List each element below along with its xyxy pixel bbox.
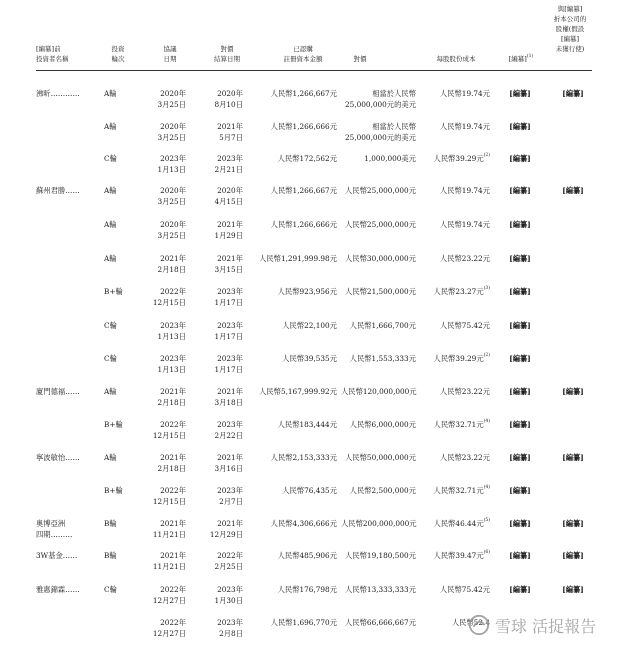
header-cost: 每股股份成本: [436, 55, 476, 63]
settlement-day: 4月15日: [214, 197, 243, 206]
investment-round: A輪: [104, 89, 117, 98]
settlement-day: 3月16日: [214, 464, 243, 473]
agreement-day: 1月13日: [157, 365, 186, 374]
footnote-marker: (2): [483, 153, 490, 158]
cost-value: 人民幣32.71元: [433, 420, 484, 429]
consideration: 相當於人民幣: [372, 89, 416, 98]
agreement-year: 2020年: [160, 220, 186, 229]
redacted-cell: [編纂]: [509, 154, 531, 163]
agreement-day: 3月25日: [157, 197, 186, 206]
snowball-logo-icon: [468, 614, 490, 636]
settlement-year: 2023年: [217, 486, 243, 495]
redacted-cell: [編纂]: [509, 420, 531, 429]
discount-cell: [編纂]: [562, 89, 584, 98]
consideration-cont: 25,000,000元的美元: [345, 133, 416, 142]
settlement-day: 2月21日: [214, 165, 243, 174]
investment-round: A輪: [104, 254, 117, 263]
registered-capital: 人民幣2,153,333元: [270, 453, 337, 462]
redacted-cell: [編纂]: [509, 585, 531, 594]
settlement-year: 2023年: [217, 321, 243, 330]
agreement-day: 2月18日: [157, 265, 186, 274]
agreement-year: 2021年: [160, 551, 186, 560]
settlement-day: 1月17日: [214, 298, 243, 307]
registered-capital: 人民幣1,266,667元: [270, 89, 337, 98]
cost-per-share-with-note: [422, 550, 490, 561]
cost-per-share-with-note: [422, 485, 490, 496]
settlement-day: 1月30日: [214, 596, 243, 605]
redacted-cell: [編纂]: [509, 254, 531, 263]
registered-capital: 人民幣1,266,667元: [270, 186, 337, 195]
redacted-cell: [編纂]: [509, 321, 531, 330]
agreement-year: 2023年: [160, 354, 186, 363]
footnote-marker: (2): [483, 353, 490, 358]
investment-round: C輪: [104, 354, 117, 363]
settlement-year: 2021年: [217, 220, 243, 229]
agreement-day: 2月18日: [157, 464, 186, 473]
header-capital: 已認購 註冊資本金額: [283, 45, 323, 63]
redacted-cell: [編纂]: [509, 122, 531, 131]
registered-capital: 人民幣923,956元: [277, 287, 337, 296]
registered-capital: 人民幣172,562元: [277, 154, 337, 163]
settlement-year: 2023年: [217, 154, 243, 163]
agreement-day: 2月18日: [157, 398, 186, 407]
settlement-year: 2022年: [217, 551, 243, 560]
consideration: 人民幣21,500,000元: [345, 287, 416, 296]
header-round: 投資 輪次: [111, 45, 125, 63]
investment-round: C輪: [104, 321, 117, 330]
settlement-day: 2月7日: [219, 497, 243, 506]
redacted-cell: [編纂]: [509, 186, 531, 195]
consideration: 人民幣13,333,333元: [345, 585, 416, 594]
cost-per-share-with-note: [422, 286, 490, 297]
registered-capital: 人民幣4,306,666元: [270, 519, 337, 528]
investor-name: 沸昕…………: [36, 89, 80, 98]
consideration-cont: 25,000,000元的美元: [345, 100, 416, 109]
cost-value: 人民幣32.71元: [433, 486, 484, 495]
agreement-day: 12月15日: [152, 298, 186, 307]
settlement-day: 12月29日: [209, 530, 243, 539]
agreement-year: 2022年: [160, 585, 186, 594]
investor-name: 奧博亞洲: [36, 519, 66, 528]
investment-round: A輪: [104, 220, 117, 229]
agreement-year: 2020年: [160, 89, 186, 98]
agreement-year: 2021年: [160, 453, 186, 462]
settlement-day: 3月18日: [214, 398, 243, 407]
settlement-day: 5月7日: [219, 133, 243, 142]
registered-capital: 人民幣39,535元: [282, 354, 337, 363]
registered-capital: 人民幣76,435元: [282, 486, 337, 495]
consideration: 1,000,000美元: [364, 154, 416, 163]
watermark-text: 雪球 活捉報告: [495, 616, 597, 636]
cost-per-share-with-note: [422, 153, 490, 164]
settlement-day: 3月15日: [214, 265, 243, 274]
cost-per-share: 人民幣23.22元: [439, 387, 490, 396]
redacted-cell: [編纂]: [509, 551, 531, 560]
redacted-cell: [編纂]: [509, 453, 531, 462]
registered-capital: 人民幣1,291,999.98元: [259, 254, 337, 263]
investor-name: 廈門德福……: [36, 387, 80, 396]
investment-round: C輪: [104, 154, 117, 163]
consideration: 人民幣120,000,000元: [341, 387, 417, 396]
cost-value: 人民幣46.44元: [433, 519, 484, 528]
agreement-day: 3月25日: [157, 100, 186, 109]
registered-capital: 人民幣5,167,999.92元: [259, 387, 337, 396]
registered-capital: 人民幣176,798元: [277, 585, 337, 594]
cost-per-share: 人民幣19.74元: [439, 186, 490, 195]
agreement-year: 2023年: [160, 154, 186, 163]
agreement-year: 2020年: [160, 186, 186, 195]
investment-round: A輪: [104, 186, 117, 195]
settlement-year: 2023年: [217, 420, 243, 429]
investment-round: A輪: [104, 453, 117, 462]
cost-value: 人民幣39.29元: [433, 354, 484, 363]
investment-round: C輪: [104, 585, 117, 594]
redacted-cell: [編纂]: [509, 354, 531, 363]
redacted-cell: [編纂]: [509, 220, 531, 229]
investment-round: B+輪: [104, 420, 123, 429]
investor-name: 蘇州君勝……: [36, 186, 80, 195]
investment-round: B+輪: [104, 486, 123, 495]
investment-round: A輪: [104, 387, 117, 396]
cost-per-share: 人民幣75.42元: [439, 321, 490, 330]
consideration: 人民幣25,000,000元: [345, 220, 416, 229]
agreement-year: 2021年: [160, 254, 186, 263]
cost-per-share: 人民幣23.22元: [439, 254, 490, 263]
settlement-year: 2021年: [217, 519, 243, 528]
consideration: 相當於人民幣: [372, 122, 416, 131]
header-redacted: [編纂]$^{(1)}$: [508, 54, 534, 63]
settlement-day: 2月8日: [219, 629, 243, 638]
settlement-year: 2023年: [217, 585, 243, 594]
agreement-day: 3月25日: [157, 231, 186, 240]
agreement-day: 12月27日: [152, 629, 186, 638]
settlement-day: 1月17日: [214, 332, 243, 341]
footnote-marker: (6): [483, 550, 490, 555]
settlement-year: 2021年: [217, 254, 243, 263]
registered-capital: 人民幣183,444元: [277, 420, 337, 429]
header-agreement-date: 協議 日期: [163, 45, 177, 63]
investor-name: 雅惠錦霖……: [36, 585, 80, 594]
agreement-day: 12月27日: [152, 596, 186, 605]
footnote-marker: (5): [483, 518, 490, 523]
consideration: 人民幣1,666,700元: [349, 321, 416, 330]
header-consideration: 對價: [353, 55, 367, 63]
header-settlement-date: 對價 結算日期: [214, 45, 240, 63]
agreement-day: 12月15日: [152, 497, 186, 506]
investment-round: B輪: [104, 551, 117, 560]
agreement-day: 11月21日: [152, 530, 186, 539]
agreement-year: 2022年: [160, 486, 186, 495]
footnote-marker: (3): [483, 286, 490, 291]
cost-per-share: 人民幣23.22元: [439, 453, 490, 462]
agreement-day: 1月13日: [157, 332, 186, 341]
settlement-day: 8月10日: [214, 100, 243, 109]
registered-capital: 人民幣1,696,770元: [270, 618, 337, 627]
agreement-year: 2022年: [160, 287, 186, 296]
investment-round: B+輪: [104, 287, 123, 296]
registered-capital: 人民幣1,266,666元: [270, 220, 337, 229]
agreement-year: 2020年: [160, 122, 186, 131]
registered-capital: 人民幣485,906元: [277, 551, 337, 560]
discount-cell: [編纂]: [562, 519, 584, 528]
investment-round: A輪: [104, 122, 117, 131]
redacted-cell: [編纂]: [509, 387, 531, 396]
discount-cell: [編纂]: [562, 387, 584, 396]
settlement-day: 2月22日: [214, 431, 243, 440]
cost-per-share: 人民幣19.74元: [439, 122, 490, 131]
redacted-cell: [編纂]: [509, 89, 531, 98]
agreement-day: 12月15日: [152, 431, 186, 440]
discount-cell: [編纂]: [562, 453, 584, 462]
redacted-cell: [編纂]: [509, 287, 531, 296]
footnote-marker: (4): [483, 485, 490, 490]
settlement-year: 2020年: [217, 186, 243, 195]
settlement-year: 2021年: [217, 453, 243, 462]
agreement-year: 2022年: [160, 420, 186, 429]
consideration: 人民幣19,180,500元: [345, 551, 416, 560]
agreement-day: 3月25日: [157, 133, 186, 142]
cost-per-share: 人民幣75.42元: [439, 585, 490, 594]
settlement-day: 1月29日: [214, 231, 243, 240]
agreement-year: 2021年: [160, 519, 186, 528]
cost-per-share-with-note: [422, 353, 490, 364]
consideration: 人民幣6,000,000元: [349, 420, 416, 429]
settlement-year: 2023年: [217, 618, 243, 627]
settlement-year: 2021年: [217, 122, 243, 131]
header-rule: [36, 70, 592, 71]
consideration: 人民幣1,553,333元: [349, 354, 416, 363]
agreement-day: 1月13日: [157, 165, 186, 174]
discount-cell: [編纂]: [562, 585, 584, 594]
agreement-day: 11月21日: [152, 562, 186, 571]
settlement-day: 2月25日: [214, 562, 243, 571]
consideration: 人民幣50,000,000元: [345, 453, 416, 462]
investor-name: 3W基金……: [36, 551, 78, 560]
settlement-year: 2023年: [217, 354, 243, 363]
header-investor: [編纂]前 投資者名稱: [36, 45, 69, 63]
investor-name: 寧波敏怡……: [36, 453, 80, 462]
consideration: 人民幣2,500,000元: [349, 486, 416, 495]
consideration: 人民幣66,666,667元: [345, 618, 416, 627]
discount-cell: [編纂]: [562, 186, 584, 195]
registered-capital: 人民幣22,100元: [282, 321, 337, 330]
agreement-year: 2023年: [160, 321, 186, 330]
settlement-year: 2023年: [217, 287, 243, 296]
settlement-year: 2021年: [217, 387, 243, 396]
registered-capital: 人民幣1,266,666元: [270, 122, 337, 131]
agreement-year: 2022年: [160, 618, 186, 627]
redacted-cell: [編纂]: [509, 519, 531, 528]
consideration: 人民幣30,000,000元: [345, 254, 416, 263]
cost-value: 人民幣23.27元: [433, 287, 484, 296]
redacted-cell: [編纂]: [509, 486, 531, 495]
cost-value: 人民幣39.29元: [433, 154, 484, 163]
cost-per-share: 人民幣19.74元: [439, 220, 490, 229]
cost-value: 人民幣39.47元: [433, 551, 484, 560]
watermark: [468, 612, 596, 638]
header-discount: 與[編纂] 折本公司的 股權(假設 [編纂] 未獲行使): [553, 5, 587, 53]
settlement-year: 2020年: [217, 89, 243, 98]
cost-per-share-with-note: [422, 419, 490, 430]
discount-cell: [編纂]: [562, 551, 584, 560]
investor-name-cont: 四期………: [36, 530, 73, 539]
investment-round: B輪: [104, 519, 117, 528]
footnote-marker: (4): [483, 419, 490, 424]
consideration: 人民幣25,000,000元: [345, 186, 416, 195]
cost-per-share: 人民幣19.74元: [439, 89, 490, 98]
settlement-day: 1月17日: [214, 365, 243, 374]
consideration: 人民幣200,000,000元: [341, 519, 417, 528]
cost-per-share: 人民幣52.4: [451, 618, 490, 627]
cost-per-share-with-note: [422, 518, 490, 529]
agreement-year: 2021年: [160, 387, 186, 396]
